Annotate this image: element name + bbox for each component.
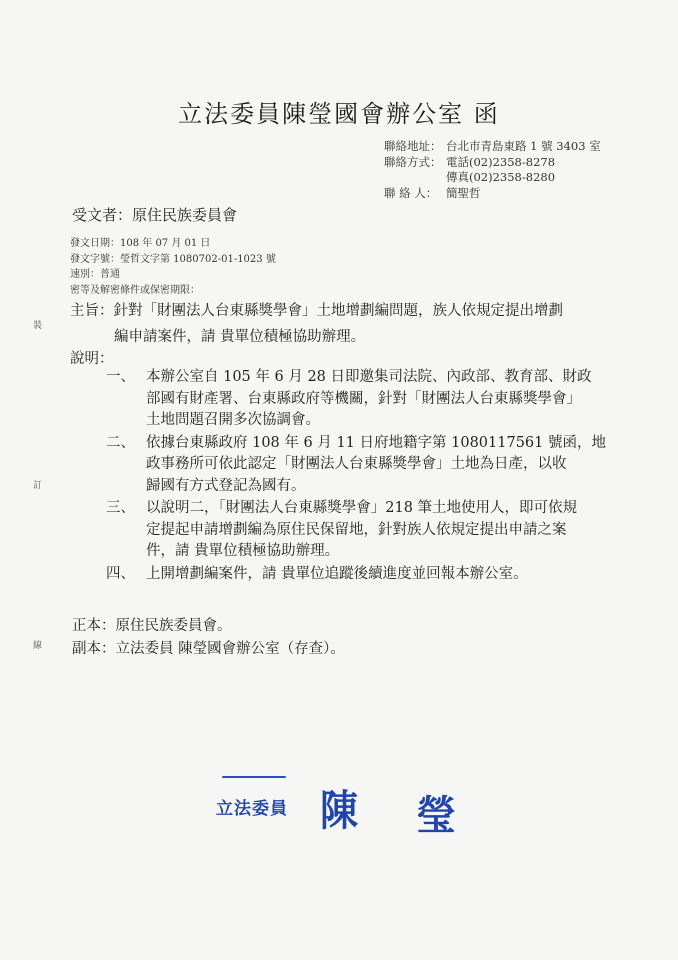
explanation-label: 說明：	[70, 351, 114, 367]
explanation-item	[106, 564, 626, 586]
item-line: 以說明二，「財團法人台東縣獎學會」218 筆土地使用人，即可依規	[146, 500, 578, 516]
security-level: 密等及解密條件或保密期限：	[70, 284, 200, 296]
contact-person-row	[384, 186, 601, 202]
item-number: 一、	[106, 369, 135, 385]
subject	[70, 298, 630, 350]
contact-label: 聯絡地址：	[384, 139, 442, 153]
contact-value: 電話(02)2358-8278	[446, 154, 556, 169]
duplicate-copy-recipient: 副本：立法委員 陳瑩國會辦公室（存查）。	[72, 641, 345, 657]
item-line: 政事務所可依此認定「財團法人台東縣獎學會」土地為日產，以收	[146, 456, 567, 472]
contact-value: 傳真(02)2358-8280	[446, 170, 556, 184]
binding-mark: 訂	[33, 481, 43, 491]
signature-stamp	[212, 772, 512, 842]
document-meta	[70, 236, 276, 298]
contact-label: 聯絡方式：	[384, 154, 442, 169]
signature-role: 立法委員	[216, 799, 288, 819]
subject-line: 主旨：針對「財團法人台東縣獎學會」土地增劃編問題，族人依規定提出增劃	[70, 303, 563, 319]
contact-label	[384, 170, 446, 186]
copy-recipients	[72, 615, 345, 661]
item-number: 四、	[106, 565, 135, 582]
signature-name-char: 瑩	[416, 792, 456, 839]
contact-block	[384, 139, 601, 201]
item-number: 三、	[106, 500, 135, 516]
item-line: 定提起申請增劃編為原住民保留地，針對族人依規定提出申請之案	[146, 521, 567, 538]
contact-value: 簡聖哲	[446, 185, 481, 200]
item-line: 依據台東縣政府 108 年 6 月 11 日府地籍字第 1080117561 號函，地	[146, 434, 606, 451]
item-line: 本辦公室自 105 年 6 月 28 日即邀集司法院、內政部、教育部、財政	[146, 369, 592, 385]
subject-line: 編申請案件，請 貴單位積極協助辦理。	[114, 329, 366, 345]
explanation-items	[106, 367, 626, 586]
item-line: 土地問題召開多次協調會。	[146, 412, 320, 428]
signature-name-char: 陳	[320, 786, 358, 835]
item-line: 歸國有方式登記為國有。	[146, 477, 306, 494]
item-line: 上開增劃編案件，請 貴單位追蹤後續進度並回報本辦公室。	[146, 565, 528, 582]
original-copy-recipient: 正本：原住民族委員會。	[72, 618, 232, 634]
contact-value: 台北市青島東路 1 號 3403 室	[446, 139, 601, 153]
signature-stroke	[222, 776, 286, 778]
explanation-item	[106, 367, 626, 432]
binding-mark: 線	[33, 641, 43, 651]
issue-date: 發文日期：108 年 07 月 01 日	[70, 238, 211, 249]
item-line: 件，請 貴單位積極協助辦理。	[146, 543, 340, 559]
explanation-item	[106, 433, 626, 498]
binding-mark: 裝	[33, 321, 43, 331]
explanation-item	[106, 498, 626, 563]
contact-label: 聯 絡 人：	[384, 185, 438, 200]
letter-title: 立法委員陳瑩國會辦公室 函	[178, 100, 500, 128]
item-line: 部國有財產署、台東縣政府等機關，針對「財團法人台東縣獎學會」	[146, 390, 581, 407]
addressee: 受文者：原住民族委員會	[72, 206, 238, 224]
contact-address-row	[384, 139, 601, 155]
delivery-speed: 速別：普通	[70, 269, 120, 280]
document-number: 發文字號：瑩哲文字第 1080702-01-1023 號	[70, 253, 276, 265]
contact-fax-row	[384, 170, 601, 186]
contact-phone-row	[384, 155, 601, 171]
item-number: 二、	[106, 434, 135, 451]
